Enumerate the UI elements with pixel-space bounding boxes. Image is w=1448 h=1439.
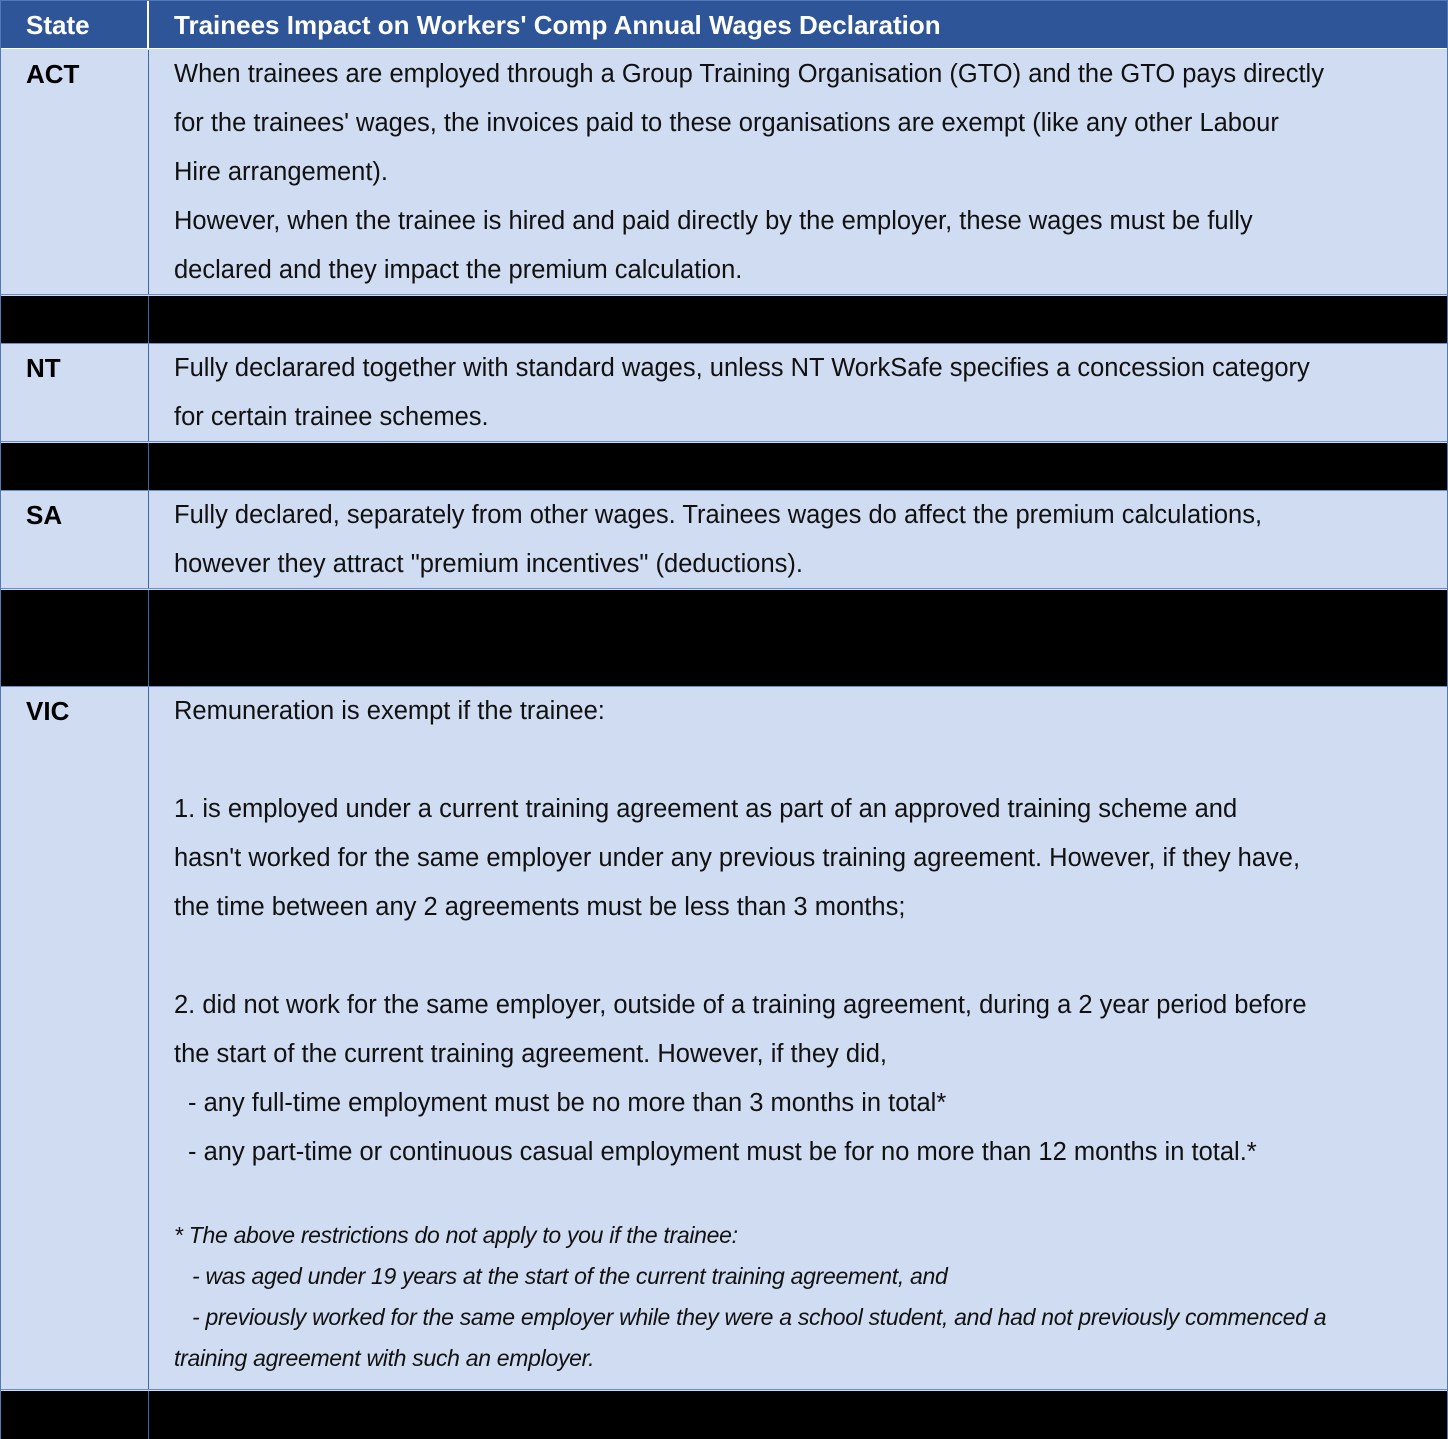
table-header-row bbox=[1, 1, 1447, 49]
blank-line bbox=[174, 736, 1437, 785]
text-line: the time between any 2 agreements must be less than 3 months; bbox=[174, 893, 906, 921]
text-line: for certain trainee schemes. bbox=[174, 403, 489, 431]
text-line: 2. did not work for the same employer, outside of a training agreement, during a 2 year period before bbox=[174, 991, 1307, 1019]
header-title: Trainees Impact on Workers' Comp Annual Wages Declaration bbox=[174, 10, 941, 40]
state-description bbox=[149, 491, 1447, 588]
table-row-sa bbox=[1, 491, 1447, 589]
state-description bbox=[149, 687, 1447, 1389]
redacted-cell bbox=[149, 1391, 1447, 1439]
state-description bbox=[149, 50, 1447, 294]
text-line: Hire arrangement). bbox=[174, 158, 388, 186]
footnote bbox=[174, 1215, 1437, 1379]
bullet-line: - any full-time employment must be no more than 3 months in total* bbox=[188, 1089, 947, 1117]
table-row-act bbox=[1, 50, 1447, 295]
redacted-cell bbox=[149, 296, 1447, 343]
redacted-cell bbox=[1, 1391, 149, 1439]
text-line: hasn't worked for the same employer under any previous training agreement. However, if they have, bbox=[174, 844, 1301, 872]
state-label: ACT bbox=[1, 50, 149, 294]
text-line: for the trainees' wages, the invoices paid to these organisations are exempt (like any other Labour bbox=[174, 109, 1279, 137]
table-row-vic bbox=[1, 687, 1447, 1390]
text-line: however they attract "premium incentives" (deductions). bbox=[174, 550, 803, 578]
state-label: NT bbox=[1, 344, 149, 441]
state-description bbox=[149, 344, 1447, 441]
state-label: VIC bbox=[1, 687, 149, 1389]
footnote-line: training agreement with such an employer. bbox=[174, 1345, 595, 1371]
text-line: When trainees are employed through a Group Training Organisation (GTO) and the GTO pays directly bbox=[174, 60, 1324, 88]
redacted-row bbox=[1, 1391, 1447, 1439]
redacted-cell bbox=[1, 443, 149, 490]
redacted-row bbox=[1, 443, 1447, 491]
redacted-row bbox=[1, 590, 1447, 687]
table-row-nt bbox=[1, 344, 1447, 442]
text-line: However, when the trainee is hired and paid directly by the employer, these wages must be fully bbox=[174, 207, 1253, 235]
blank-line bbox=[174, 1177, 1437, 1215]
state-label: SA bbox=[1, 491, 149, 588]
header-state: State bbox=[1, 1, 149, 48]
bullet-line: - any part-time or continuous casual employment must be for no more than 12 months in total.* bbox=[188, 1138, 1257, 1166]
redacted-cell bbox=[149, 443, 1447, 490]
footnote-line: - was aged under 19 years at the start of the current training agreement, and bbox=[192, 1263, 948, 1289]
text-line: Fully declared, separately from other wages. Trainees wages do affect the premium calculations, bbox=[174, 501, 1263, 529]
redacted-cell bbox=[149, 590, 1447, 686]
footnote-line: * The above restrictions do not apply to you if the trainee: bbox=[174, 1222, 738, 1248]
redacted-cell bbox=[1, 296, 149, 343]
redacted-cell bbox=[1, 590, 149, 686]
text-line: declared and they impact the premium calculation. bbox=[174, 256, 743, 284]
text-line: 1. is employed under a current training agreement as part of an approved training scheme and bbox=[174, 795, 1238, 823]
blank-line bbox=[174, 932, 1437, 981]
text-line: Fully declarared together with standard wages, unless NT WorkSafe specifies a concession category bbox=[174, 354, 1310, 382]
text-line: Remuneration is exempt if the trainee: bbox=[174, 697, 605, 725]
footnote-line: - previously worked for the same employer while they were a school student, and had not previously commenced a bbox=[192, 1304, 1327, 1330]
text-line: the start of the current training agreement. However, if they did, bbox=[174, 1040, 887, 1068]
redacted-row bbox=[1, 296, 1447, 344]
